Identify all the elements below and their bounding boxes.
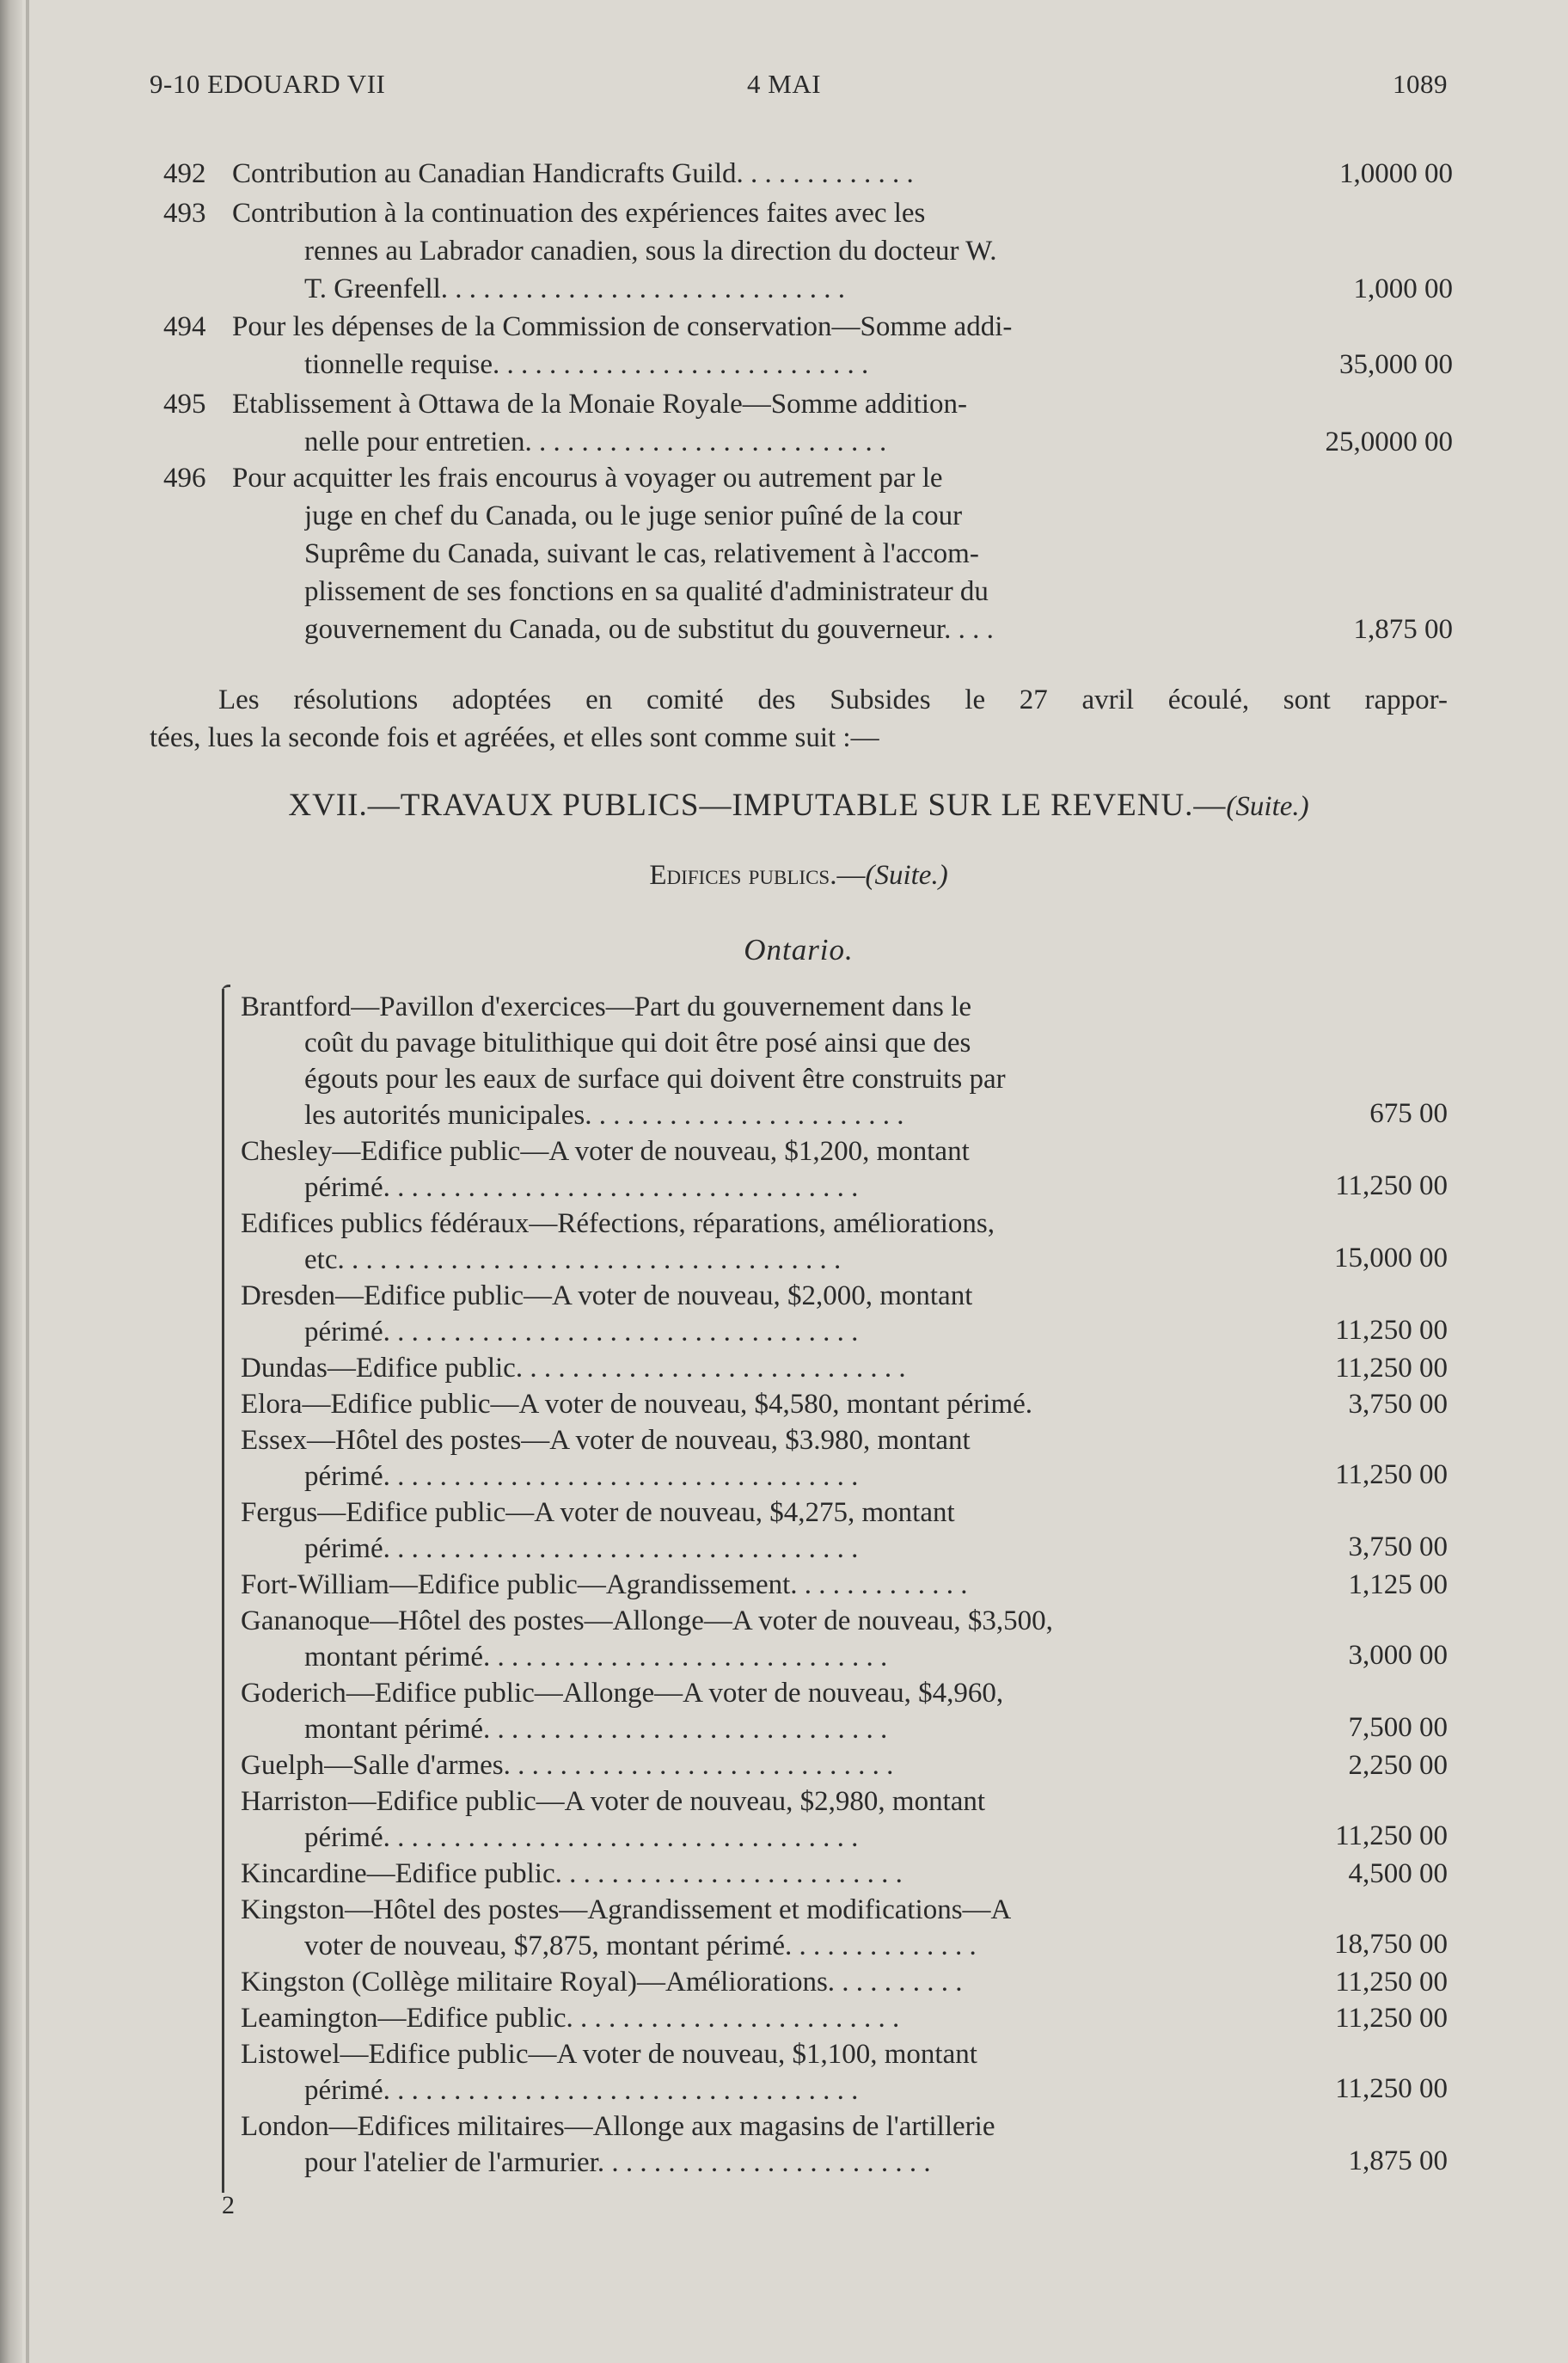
list-item (150, 1747, 1448, 1783)
subsection-title-suite: (Suite.) (865, 860, 948, 891)
item-text-line: Gananoque—Hôtel des postes—Allonge—A voter de nouveau, $3,500, (241, 1605, 1053, 1636)
header-session: 9-10 EDOUARD VII (150, 69, 386, 99)
item-text-line: périmé. . . . . . . . . . . . . . . . . . . . . . . . . . . . . . . . . . (304, 1172, 859, 1203)
signature-mark: 2 (222, 2191, 235, 2219)
item-text-line: Fergus—Edifice public—A voter de nouveau, $4,275, montant (241, 1497, 955, 1528)
resolutions-paragraph (150, 681, 1448, 757)
paragraph-line: tées, lues la seconde fois et agréées, et elles sont comme suit :— (150, 722, 879, 753)
section-title-suite: (Suite.) (1226, 791, 1309, 822)
list-item (150, 1206, 1448, 1278)
item-text-line: Essex—Hôtel des postes—A voter de nouveau, $3.980, montant (241, 1425, 971, 1456)
item-amount: 11,250 00 (1335, 1170, 1448, 1201)
list-item (150, 1386, 1448, 1422)
item-amount: 11,250 00 (1335, 1315, 1448, 1346)
page-number: 1089 (1393, 69, 1448, 99)
entry-text-line: Etablissement à Ottawa de la Monaie Royale—Somme addition- (232, 389, 968, 420)
item-amount: 1,125 00 (1348, 1569, 1448, 1600)
list-item (150, 1422, 1448, 1495)
entry-amount: 25,0000 00 (1325, 427, 1453, 457)
item-amount: 11,250 00 (1335, 1967, 1448, 1998)
entry-amount: 1,875 00 (1353, 614, 1453, 645)
list-item (150, 2108, 1448, 2181)
item-amount: 11,250 00 (1335, 2073, 1448, 2104)
item-text-line: périmé. . . . . . . . . . . . . . . . . . . . . . . . . . . . . . . . . . (304, 2075, 859, 2106)
subsection-title-text: Edifices publics.— (649, 860, 866, 891)
list-item (150, 989, 1448, 1133)
item-amount: 11,250 00 (1335, 1820, 1448, 1851)
item-text-line: périmé. . . . . . . . . . . . . . . . . . . . . . . . . . . . . . . . . . (304, 1533, 859, 1564)
item-text-line: Edifices publics fédéraux—Réfections, réparations, améliorations, (241, 1208, 995, 1239)
entry-text-line: nelle pour entretien. . . . . . . . . . . . . . . . . . . . . . . . . . (304, 427, 887, 457)
entry-text-line: T. Greenfell. . . . . . . . . . . . . . . . . . . . . . . . . . . . . (304, 273, 846, 304)
item-amount: 7,500 00 (1348, 1712, 1448, 1743)
item-text-line: Listowel—Edifice public—A voter de nouveau, $1,100, montant (241, 2039, 977, 2070)
list-item (150, 1675, 1448, 1747)
item-amount: 675 00 (1369, 1098, 1448, 1129)
list-item (150, 1964, 1448, 2000)
item-text-line: pour l'atelier de l'armurier. . . . . . . . . . . . . . . . . . . . . . . . (304, 2147, 931, 2178)
section-title (150, 787, 1448, 824)
list-item (150, 1567, 1448, 1603)
item-amount: 4,500 00 (1348, 1858, 1448, 1889)
list-item (150, 1603, 1448, 1675)
item-text-line: montant périmé. . . . . . . . . . . . . . . . . . . . . . . . . . . . . (304, 1714, 888, 1745)
item-text-line: Dundas—Edifice public. . . . . . . . . . . . . . . . . . . . . . . . . . . . (241, 1353, 906, 1384)
list-item (150, 1278, 1448, 1350)
item-text-line: périmé. . . . . . . . . . . . . . . . . . . . . . . . . . . . . . . . . . (304, 1822, 859, 1853)
list-item (150, 1495, 1448, 1567)
item-text-line: périmé. . . . . . . . . . . . . . . . . . . . . . . . . . . . . . . . . . (304, 1317, 859, 1347)
item-text-line: etc. . . . . . . . . . . . . . . . . . . . . . . . . . . . . . . . . . . . (304, 1244, 842, 1275)
entry-496 (163, 459, 1453, 648)
list-item (150, 1133, 1448, 1206)
item-text-line: Guelph—Salle d'armes. . . . . . . . . . . . . . . . . . . . . . . . . . . . (241, 1750, 894, 1781)
item-text-line: coût du pavage bitulithique qui doit être posé ainsi que des (304, 1028, 971, 1059)
entry-amount: 1,000 00 (1353, 273, 1453, 304)
item-amount: 1,875 00 (1348, 2145, 1448, 2176)
entry-493 (163, 194, 1453, 308)
item-text-line: montant périmé. . . . . . . . . . . . . . . . . . . . . . . . . . . . . (304, 1642, 888, 1673)
item-text-line: Dresden—Edifice public—A voter de nouveau, $2,000, montant (241, 1280, 973, 1311)
entry-number: 496 (163, 463, 206, 494)
entry-text-line: plissement de ses fonctions en sa qualité d'administrateur du (304, 576, 989, 607)
item-amount: 18,750 00 (1334, 1929, 1448, 1960)
item-text-line: les autorités municipales. . . . . . . . . . . . . . . . . . . . . . . (304, 1100, 904, 1131)
paragraph-line: Les résolutions adoptées en comité des Subsides le 27 avril écoulé, sont rappor- (218, 684, 1448, 715)
subsection-title (150, 860, 1448, 892)
section-title-text: XVII.—TRAVAUX PUBLICS—IMPUTABLE SUR LE REVENU.— (288, 788, 1227, 823)
entry-495 (163, 385, 1453, 461)
item-amount: 11,250 00 (1335, 1459, 1448, 1490)
header-date: 4 MAI (747, 69, 822, 99)
list-item (150, 1350, 1448, 1386)
item-amount: 2,250 00 (1348, 1750, 1448, 1781)
item-amount: 11,250 00 (1335, 2003, 1448, 2034)
running-header (150, 69, 1448, 107)
entry-text-line: Contribution à la continuation des expériences faites avec les (232, 198, 926, 229)
entry-amount: 1,0000 00 (1339, 158, 1453, 189)
entry-number: 494 (163, 311, 206, 342)
entry-494 (163, 308, 1453, 384)
item-text-line: London—Edifices militaires—Allonge aux magasins de l'artillerie (241, 2111, 995, 2142)
region-heading: Ontario. (744, 933, 854, 967)
list-item (150, 2000, 1448, 2036)
entry-text-line: tionnelle requise. . . . . . . . . . . . . . . . . . . . . . . . . . . (304, 349, 869, 380)
entry-amount: 35,000 00 (1339, 349, 1453, 380)
item-text-line: Kingston—Hôtel des postes—Agrandissement et modifications—A (241, 1894, 1012, 1925)
list-item (150, 1783, 1448, 1856)
item-text-line: Elora—Edifice public—A voter de nouveau, $4,580, montant périmé. (241, 1389, 1033, 1420)
item-text-line: Kingston (Collège militaire Royal)—Améliorations. . . . . . . . . . (241, 1967, 963, 1998)
entry-text-line: rennes au Labrador canadien, sous la direction du docteur W. (304, 236, 997, 267)
item-text-line: Goderich—Edifice public—Allonge—A voter de nouveau, $4,960, (241, 1678, 1004, 1709)
item-text-line: Chesley—Edifice public—A voter de nouveau, $1,200, montant (241, 1136, 970, 1167)
entry-number: 495 (163, 389, 206, 420)
entry-492 (163, 155, 1453, 193)
list-item (150, 1892, 1448, 1964)
item-text-line: Leamington—Edifice public. . . . . . . . . . . . . . . . . . . . . . . . (241, 2003, 900, 2034)
item-amount: 3,750 00 (1348, 1389, 1448, 1420)
item-text-line: périmé. . . . . . . . . . . . . . . . . . . . . . . . . . . . . . . . . . (304, 1461, 859, 1492)
entry-number: 493 (163, 198, 206, 229)
entry-text-line: Pour acquitter les frais encourus à voyager ou autrement par le (232, 463, 943, 494)
entry-number: 492 (163, 158, 206, 189)
item-amount: 11,250 00 (1335, 1353, 1448, 1384)
item-amount: 3,000 00 (1348, 1640, 1448, 1671)
item-text-line: Kincardine—Edifice public. . . . . . . . . . . . . . . . . . . . . . . . . (241, 1858, 903, 1889)
list-item (150, 1856, 1448, 1892)
entry-text-line: juge en chef du Canada, ou le juge senior puîné de la cour (304, 500, 963, 531)
item-text-line: voter de nouveau, $7,875, montant périmé. . . . . . . . . . . . . . (304, 1930, 977, 1961)
entry-text-line: Pour les dépenses de la Commission de conservation—Somme addi- (232, 311, 1013, 342)
item-amount: 3,750 00 (1348, 1531, 1448, 1562)
entry-text-line: Contribution au Canadian Handicrafts Guild. . . . . . . . . . . . . (232, 158, 914, 189)
entry-text-line: Suprême du Canada, suivant le cas, relativement à l'accom- (304, 538, 979, 569)
item-text-line: Brantford—Pavillon d'exercices—Part du gouvernement dans le (241, 991, 971, 1022)
item-amount: 15,000 00 (1334, 1243, 1448, 1274)
item-text-line: Harriston—Edifice public—A voter de nouveau, $2,980, montant (241, 1786, 986, 1817)
list-item (150, 2036, 1448, 2108)
item-text-line: égouts pour les eaux de surface qui doivent être construits par (304, 1064, 1006, 1095)
item-text-line: Fort-William—Edifice public—Agrandissement. . . . . . . . . . . . . (241, 1569, 968, 1600)
entry-text-line: gouvernement du Canada, ou de substitut du gouverneur. . . . (304, 614, 994, 645)
